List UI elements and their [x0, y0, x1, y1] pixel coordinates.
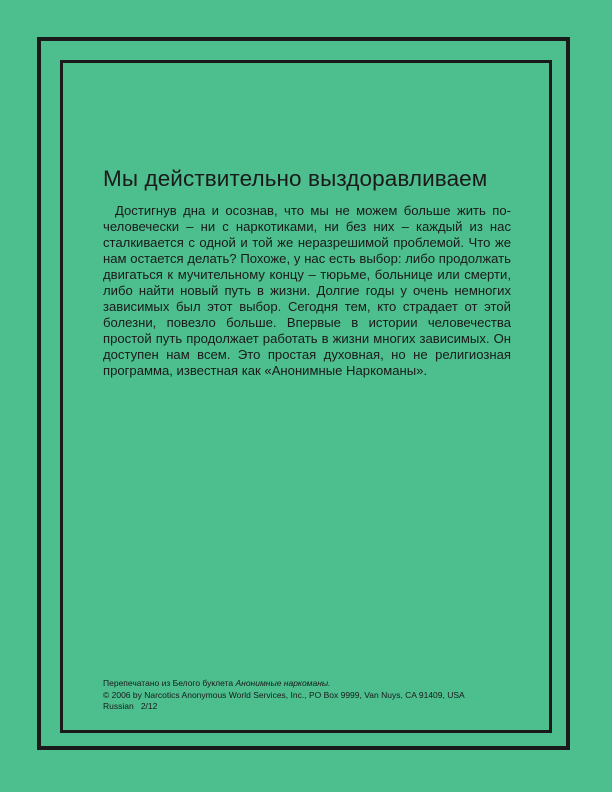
- footer: [103, 678, 523, 713]
- language-label: Russian: [103, 701, 134, 711]
- edition-line: [103, 701, 523, 713]
- reprint-prefix: Перепечатано из Белого буклета: [103, 678, 236, 688]
- inner-border-frame: [60, 60, 552, 733]
- body-paragraph: Достигнув дна и осознав, что мы не можем больше жить по-человечески – ни с наркотиками, ни без них – каждый из нас сталкивается с одной и той же неразрешимой проблемой. Что же нам остается делать? Похоже, у нас есть выбор: либо продолжать двигаться к мучительному концу – тюрьме, больнице или смерти, либо найти новый путь в жизни. Долгие годы у очень немногих зависимых был этот выбор. Сегодня тем, кто страдает от этой болезни, повезло больше. Впервые в истории человечества простой путь продолжает работать в жизни многих зависимых. Он доступен нам всем. Это простая духовная, но не религиозная программа, известная как «Анонимные Наркоманы».: [103, 203, 511, 378]
- copyright-line: © 2006 by Narcotics Anonymous World Services, Inc., PO Box 9999, Van Nuys, CA 91409, USA: [103, 689, 465, 700]
- edition-code: 2/12: [140, 701, 158, 711]
- page-title: Мы действительно выздоравливаем: [103, 166, 488, 191]
- reprint-note: [103, 678, 523, 690]
- reprint-source: Анонимные наркоманы.: [235, 678, 331, 688]
